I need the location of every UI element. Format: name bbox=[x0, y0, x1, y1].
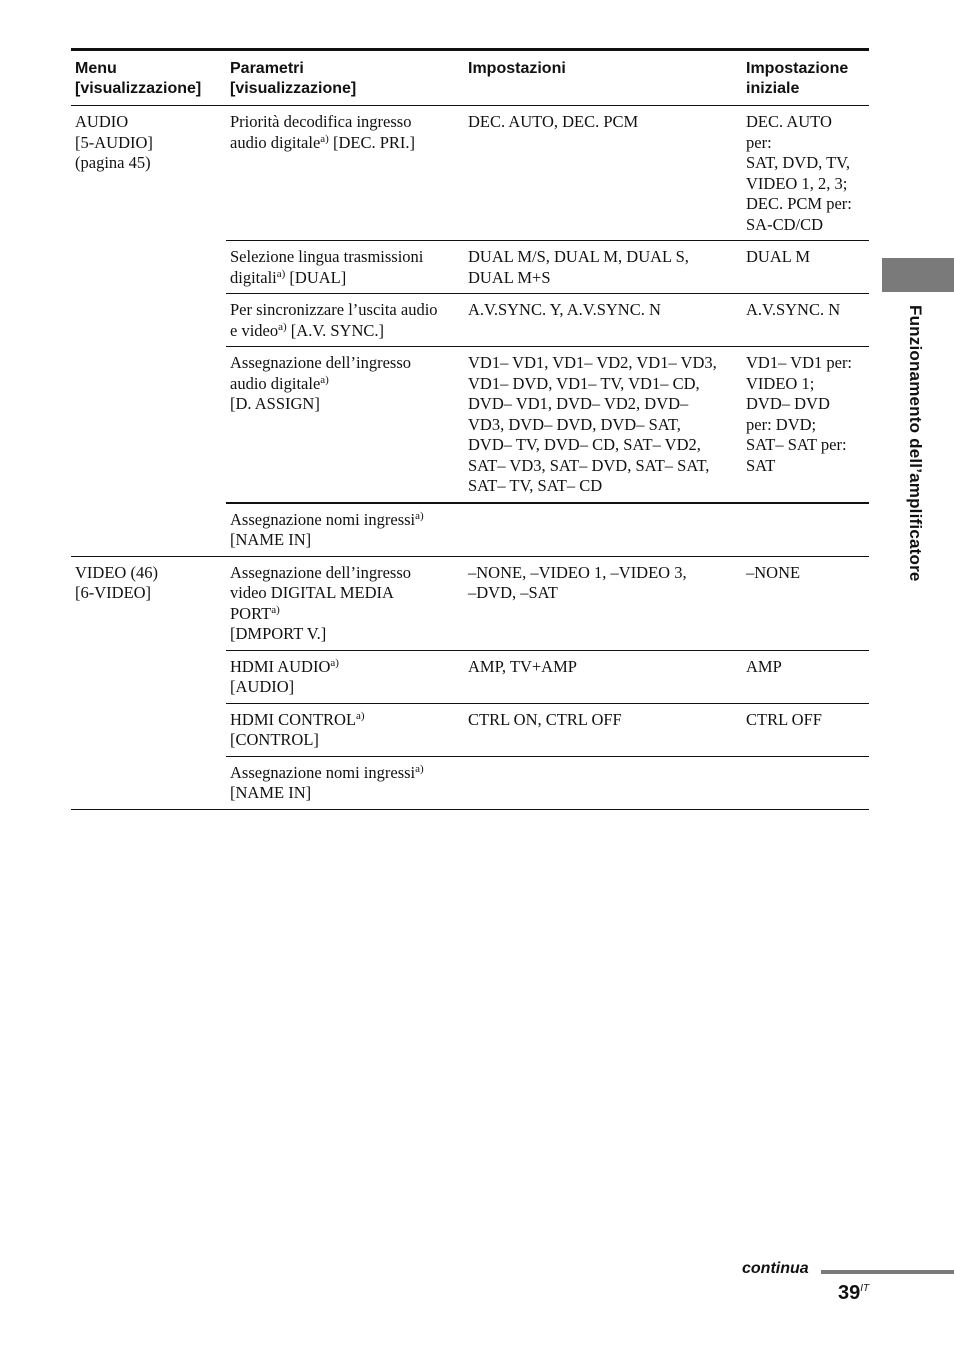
menu-group-audio bbox=[71, 106, 869, 557]
parameter-cell: Assegnazione nomi ingressi$^{a)}$ [NAME IN] bbox=[230, 509, 424, 549]
section-tab-marker bbox=[882, 258, 954, 292]
settings-cell: –NONE, –VIDEO 1, –VIDEO 3, –DVD, –SAT bbox=[468, 562, 687, 602]
initial-cell: VD1– VD1 per: VIDEO 1; DVD– DVD per: DVD; SAT– SAT per: SAT bbox=[746, 353, 853, 475]
page-language-suffix: IT bbox=[860, 1283, 870, 1294]
parameter-cell: Assegnazione nomi ingressi$^{a)}$ [NAME IN] bbox=[230, 762, 424, 802]
settings-cell bbox=[464, 504, 742, 556]
table-row bbox=[226, 651, 869, 704]
initial-cell: DEC. AUTO per: SAT, DVD, TV, VIDEO 1, 2, 3; DEC. PCM per: SA-CD/CD bbox=[746, 112, 852, 234]
table-row bbox=[226, 241, 869, 294]
section-side-label: Funzionamento dell’amplificatore bbox=[906, 305, 925, 582]
table-row bbox=[226, 294, 869, 347]
initial-cell: CTRL OFF bbox=[746, 709, 822, 729]
settings-cell: A.V.SYNC. Y, A.V.SYNC. N bbox=[468, 300, 661, 319]
table-row bbox=[226, 557, 869, 651]
settings-cell: VD1– VD1, VD1– VD2, VD1– VD3, VD1– DVD, VD1– TV, VD1– CD, DVD– VD1, DVD– VD2, DVD– VD3, DVD– DVD, DVD– SAT, DVD– TV, DVD– CD, SAT– VD2, SAT– VD3, SAT– DVD, SAT– SAT, SAT– TV, SAT– CD bbox=[468, 353, 717, 495]
header-parameters: Parametri [visualizzazione] bbox=[230, 60, 357, 97]
table-row bbox=[226, 347, 869, 504]
header-initial: Impostazione iniziale bbox=[746, 60, 849, 97]
parameter-cell: Priorità decodifica ingresso audio digitale$^{a)}$ [DEC. PRI.] bbox=[230, 112, 415, 152]
settings-cell: DEC. AUTO, DEC. PCM bbox=[468, 112, 639, 131]
parameter-cell: Per sincronizzare l’uscita audio e video$^{a)}$ [A.V. SYNC.] bbox=[230, 300, 438, 340]
settings-cell bbox=[464, 757, 742, 809]
table-row bbox=[226, 106, 869, 241]
parameter-rows bbox=[226, 106, 869, 556]
parameter-cell: HDMI AUDIO$^{a)}$ [AUDIO] bbox=[230, 656, 339, 696]
menu-group-video bbox=[71, 557, 869, 810]
table-header bbox=[71, 51, 869, 106]
parameter-cell: Assegnazione dell’ingresso audio digitale$^{a)}$ [D. ASSIGN] bbox=[230, 353, 411, 413]
initial-cell bbox=[742, 757, 869, 809]
continue-label: continua bbox=[742, 1260, 809, 1277]
initial-cell: AMP bbox=[746, 656, 782, 676]
initial-cell: A.V.SYNC. N bbox=[746, 300, 841, 319]
initial-cell: DUAL M bbox=[746, 247, 811, 266]
page-number bbox=[838, 1282, 869, 1305]
menu-label: AUDIO [5-AUDIO] (pagina 45) bbox=[75, 112, 153, 172]
settings-cell: CTRL ON, CTRL OFF bbox=[468, 709, 622, 729]
header-settings: Impostazioni bbox=[468, 60, 566, 77]
table-row bbox=[226, 704, 869, 757]
page-number-value: 39 bbox=[838, 1282, 861, 1304]
table-row bbox=[226, 504, 869, 556]
parameter-cell: Assegnazione dell’ingresso video DIGITAL MEDIA PORT$^{a)}$ [DMPORT V.] bbox=[230, 562, 411, 643]
menu-label: VIDEO (46) [6-VIDEO] bbox=[75, 562, 158, 602]
settings-table bbox=[71, 48, 869, 810]
initial-cell: –NONE bbox=[746, 562, 801, 582]
initial-cell bbox=[742, 504, 869, 556]
settings-cell: DUAL M/S, DUAL M, DUAL S, DUAL M+S bbox=[468, 247, 689, 287]
continue-bar bbox=[821, 1270, 954, 1274]
header-menu: Menu [visualizzazione] bbox=[75, 60, 202, 97]
table-row bbox=[226, 757, 869, 809]
parameter-cell: HDMI CONTROL$^{a)}$ [CONTROL] bbox=[230, 709, 365, 749]
parameter-cell: Selezione lingua trasmissioni digitali$^{a)}$ [DUAL] bbox=[230, 247, 424, 287]
parameter-rows bbox=[226, 557, 869, 809]
settings-cell: AMP, TV+AMP bbox=[468, 656, 577, 676]
